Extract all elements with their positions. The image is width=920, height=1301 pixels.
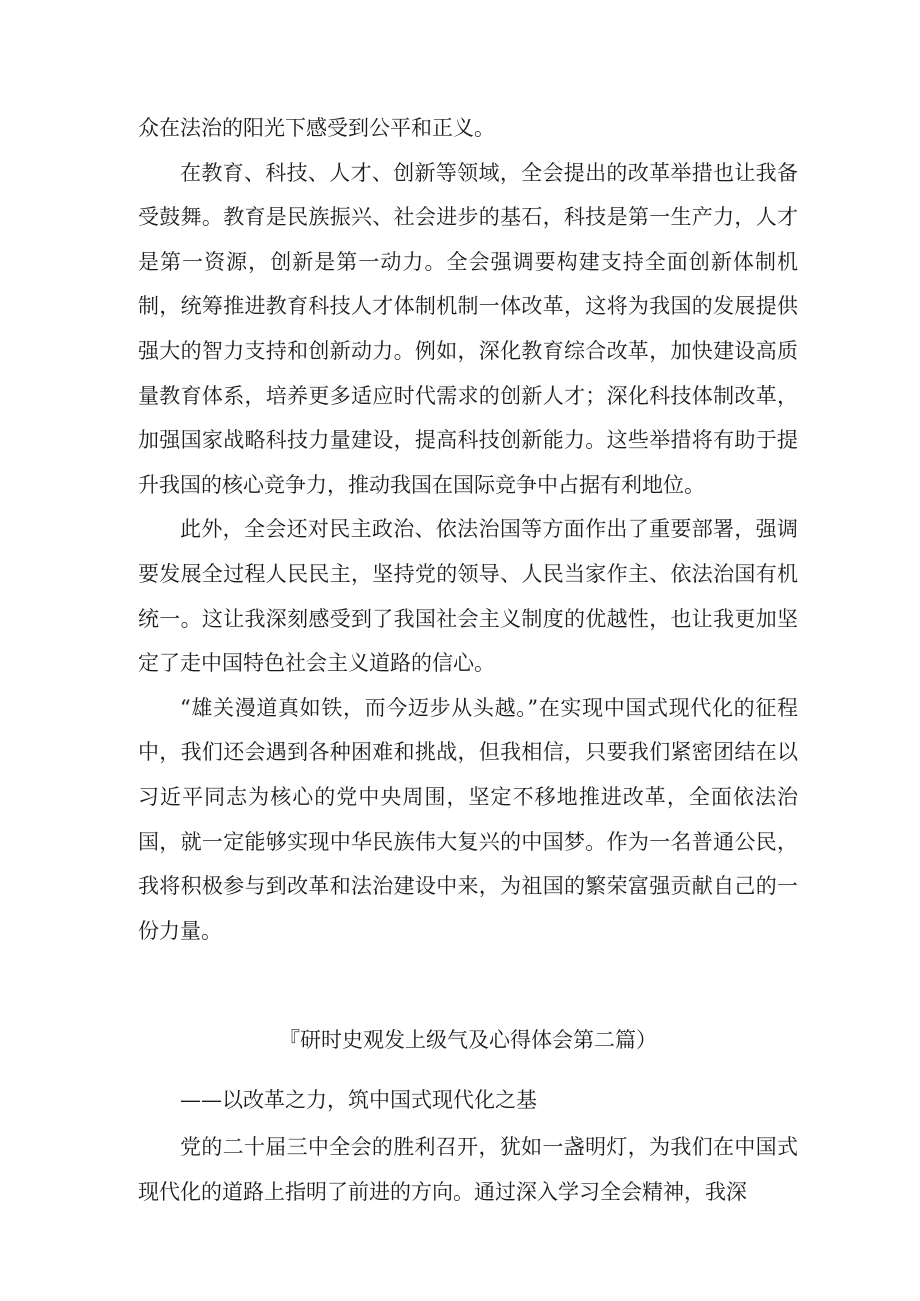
paragraph-5: 党的二十届三中全会的胜利召开，犹如一盏明灯，为我们在中国式现代化的道路上指明了前进的方向。通过深入学习全会精神，我深 — [138, 1135, 798, 1204]
paragraph-2: 在教育、科技、人才、创新等领域，全会提出的改革举措也让我备受鼓舞。教育是民族振兴、社会进步的基石，科技是第一生产力，人才是第一资源，创新是第一动力。全会强调要构建支持全面创新体制机制，统筹推进教育科技人才体制机制一体改革，这将为我国的发展提供强大的智力支持和创新动力。例如，深化教育综合改革，加快建设高质量教育体系，培养更多适应时代需求的创新人才；深化科技体制改革，加强国家战略科技力量建设，提高科技创新能力。这些举措将有助于提升我国的核心竞争力，推动我国在国际竞争中占据有利地位。 — [138, 160, 798, 497]
section-heading: 『研时史观发上级气及心得体会第二篇） — [279, 1028, 657, 1052]
body-text-top — [138, 106, 798, 953]
paragraph-4: “雄关漫道真如铁，而今迈步从头越。”在实现中国式现代化的征程中，我们还会遇到各种困难和挑战，但我相信，只要我们紧密团结在以习近平同志为核心的党中央周围，坚定不移地推进改革，全面依法治国，就一定能够实现中华民族伟大复兴的中国梦。作为一名普通公民，我将积极参与到改革和法治建设中来，为祖国的繁荣富强贡献自己的一份力量。 — [138, 695, 798, 943]
section-subheading: ——以改革之力，筑中国式现代化之基 — [180, 1088, 537, 1112]
body-text-bottom — [138, 1125, 798, 1214]
paragraph-1: 众在法治的阳光下感受到公平和正义。 — [138, 116, 495, 140]
paragraph-3: 此外，全会还对民主政治、依法治国等方面作出了重要部署，强调要发展全过程人民民主，坚持党的领导、人民当家作主、依法治国有机统一。这让我深刻感受到了我国社会主义制度的优越性，也让我更加坚定了走中国特色社会主义道路的信心。 — [138, 517, 798, 676]
